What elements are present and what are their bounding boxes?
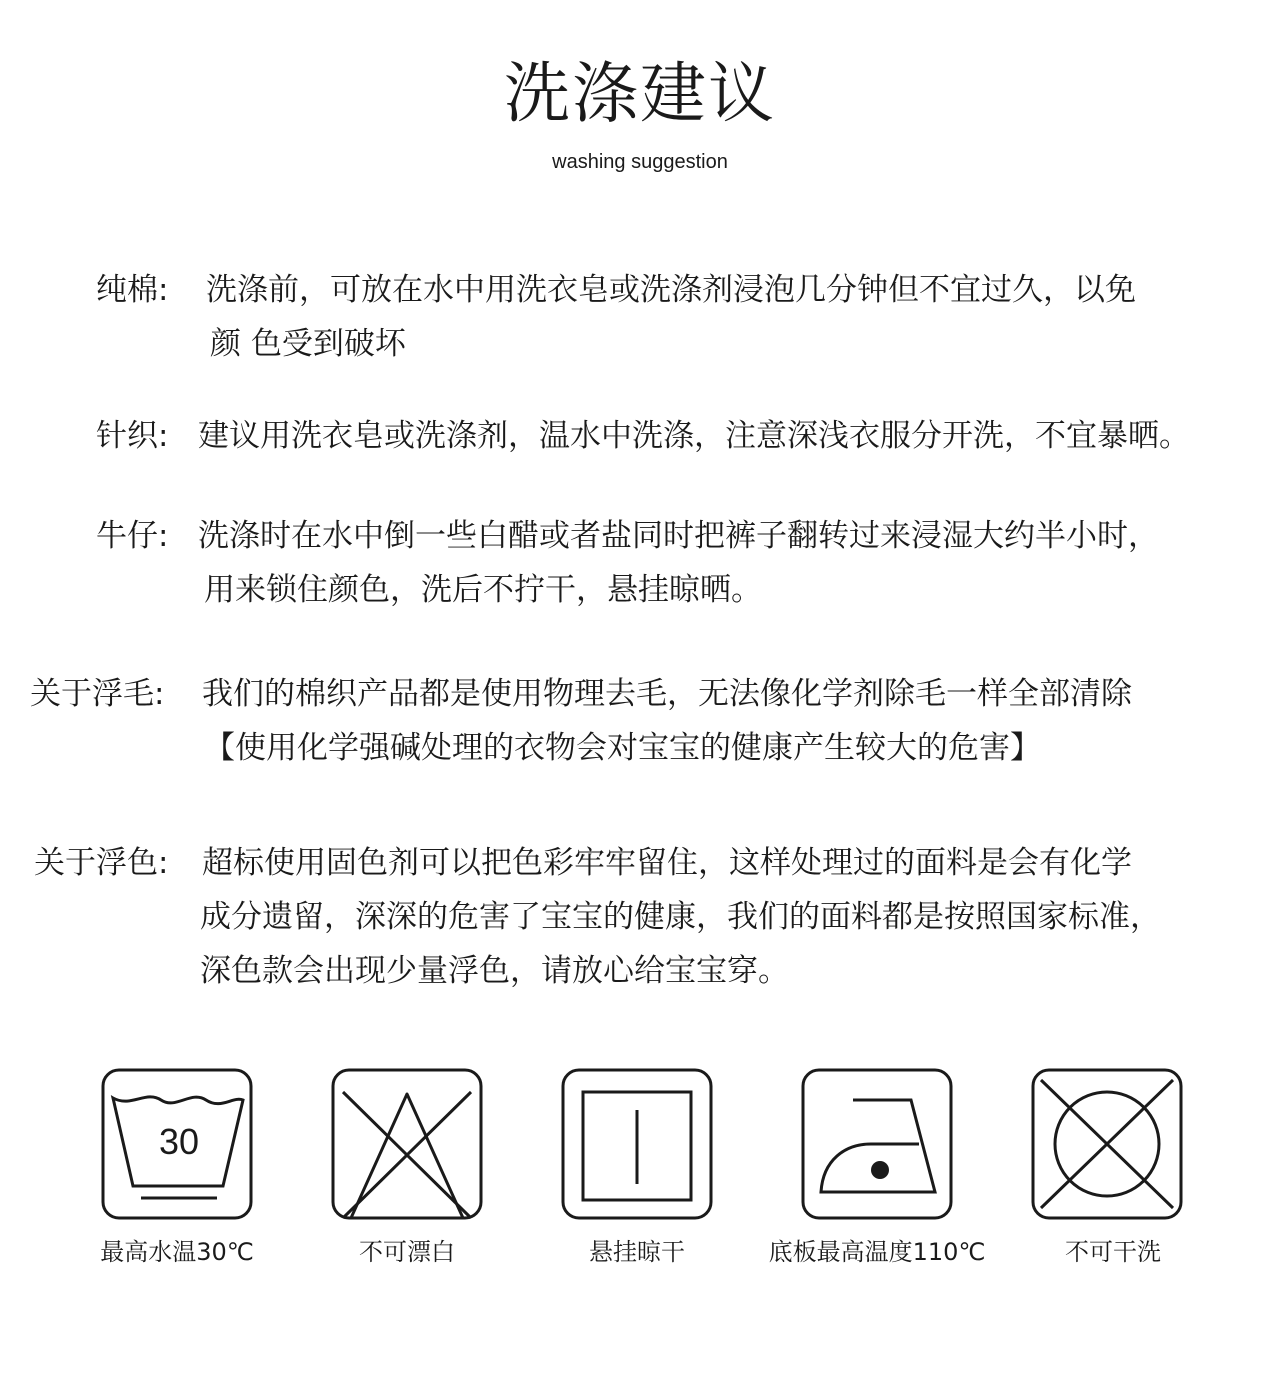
section-label: 纯棉: (96, 272, 169, 308)
section-label: 关于浮毛: (30, 676, 165, 712)
section-text-line: 深色款会出现少量浮色，请放心给宝宝穿。 (200, 953, 789, 989)
section-label: 关于浮色: (34, 845, 169, 881)
section-cotton (96, 263, 1266, 373)
section-knit (96, 409, 1276, 465)
no-dry-clean-icon (1031, 1068, 1183, 1220)
section-label: 针织: (96, 418, 169, 454)
care-label: 不可漂白 (359, 1238, 455, 1266)
no-bleach-icon (331, 1068, 483, 1220)
care-label: 底板最高温度110℃ (768, 1238, 986, 1266)
section-text-line: 成分遗留，深深的危害了宝宝的健康，我们的面料都是按照国家标准， (200, 899, 1161, 935)
wash-temp-text: 30 (158, 1121, 200, 1162)
section-lint (30, 667, 1270, 777)
wash-30-icon (101, 1068, 253, 1220)
section-text-line: 建议用洗衣皂或洗涤剂，温水中洗涤，注意深浅衣服分开洗，不宜暴晒。 (198, 418, 1190, 454)
section-text-line: 【使用化学强碱处理的衣物会对宝宝的健康产生较大的危害】 (204, 730, 1041, 766)
section-text-line: 我们的棉织产品都是使用物理去毛，无法像化学剂除毛一样全部清除 (202, 676, 1132, 712)
section-text-line: 洗涤前，可放在水中用洗衣皂或洗涤剂浸泡几分钟但不宜过久，以免 (206, 272, 1136, 308)
section-color-bleed (34, 836, 1274, 1000)
iron-low-icon (801, 1068, 953, 1220)
section-text-line: 超标使用固色剂可以把色彩牢牢留住，这样处理过的面料是会有化学 (202, 845, 1132, 881)
care-label: 不可干洗 (1065, 1238, 1161, 1266)
section-text-line: 颜 色受到破坏 (210, 326, 406, 362)
page-subtitle: washing suggestion (552, 151, 728, 173)
section-text-line: 用来锁住颜色，洗后不拧干，悬挂晾晒。 (204, 572, 762, 608)
section-denim (96, 509, 1276, 619)
care-label: 最高水温30℃ (100, 1238, 254, 1266)
page-title: 洗涤建议 (504, 55, 776, 132)
section-label: 牛仔: (96, 518, 169, 554)
section-text-line: 洗涤时在水中倒一些白醋或者盐同时把裤子翻转过来浸湿大约半小时， (198, 518, 1159, 554)
care-label: 悬挂晾干 (589, 1238, 685, 1266)
hang-dry-icon (561, 1068, 713, 1220)
